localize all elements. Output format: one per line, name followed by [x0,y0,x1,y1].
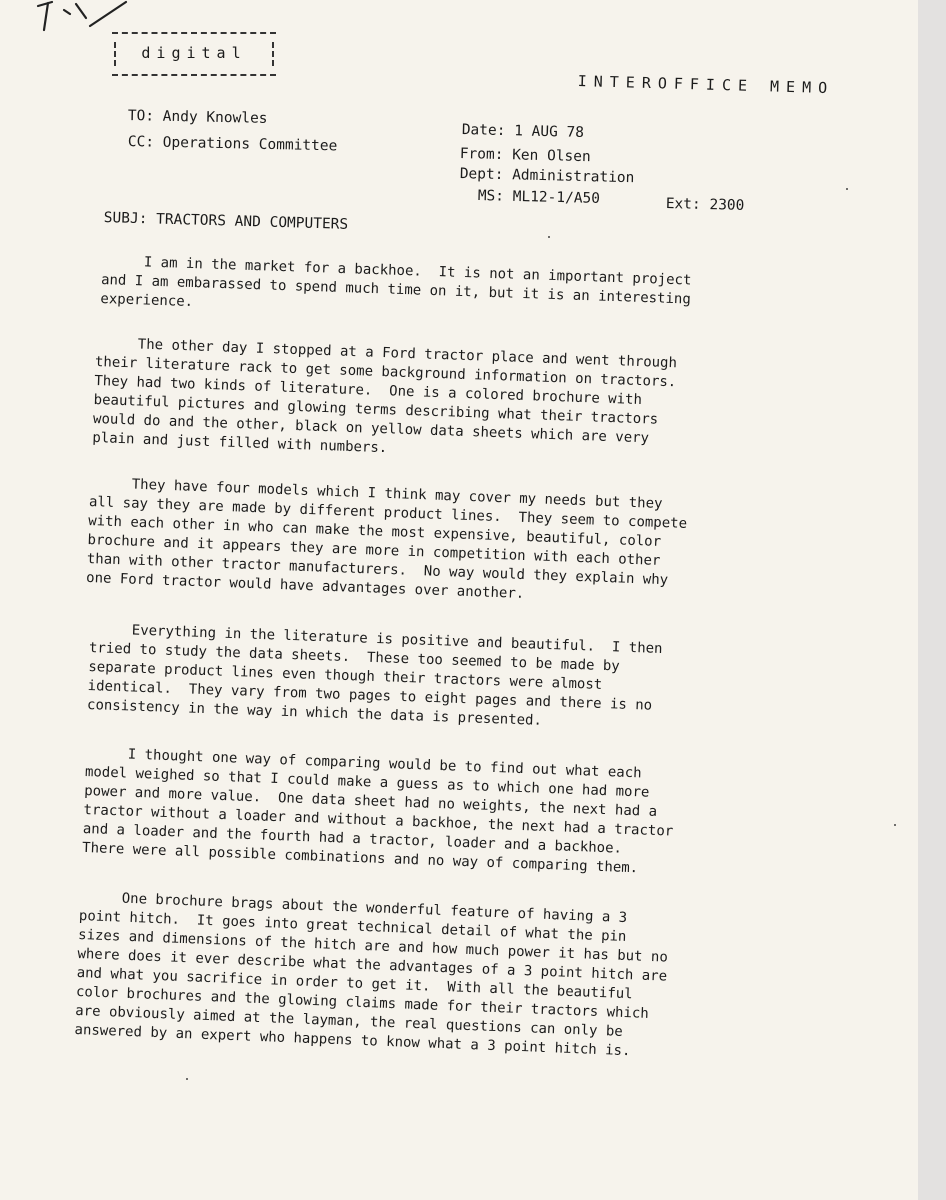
memo-title: INTEROFFICE MEMO [577,72,835,98]
logo-text: digital [141,44,247,62]
paragraph-5: I thought one way of comparing would be to find out what each model weighed so that I could make a guess as to which one had more power and more value. One data sheet had no weights, the next had a tractor without a loader and without a backhoe, the next had a tractor and a loader and the fourth had a tractor, loader and a backhoe. There were all possible combinations and no way of comparing them. [81,744,674,877]
from-line: From: Ken Olsen [459,146,591,166]
scan-margin [918,0,946,1200]
paragraph-3: They have four models which I think may cover my needs but they all say they are made by different product lines. They seem to compete with each other in who can make the most expensive, beautiful, color brochure and it appears they are more in competition with each other than with other tractor manufacturers. No way would they explain why one Ford tractor would have advantages over another. [85,474,688,602]
paragraph-6: One brochure brags about the wonderful feature of having a 3 point hitch. It goes into great technical detail of what the pin sizes and dimensions of the hitch are and how much power it has but no where does it ever describe what the advantages of a 3 point hitch are and what you sacrifice in order to get it. With all the beautiful color brochures and the glowing claims made for their tractors which are obviously aimed at the layman, the real questions can only be answered by an expert who happens to know what a 3 point hitch is. [74,888,669,1060]
dept-line: Dept: Administration [459,166,635,187]
paragraph-1: I am in the market for a backhoe. It is not an important project and I am embarassed to spend much time on it, but it is an interesting experience. [100,252,692,311]
extension-line: Ext: 2300 [665,196,745,214]
mail-stop-line: MS: ML12-1/A50 [477,188,601,207]
cc-line: CC: Operations Committee [127,134,338,155]
paper-speck [186,1078,188,1080]
paragraph-2: The other day I stopped at a Ford tractor place and went through their literature rack to get some background information on tractors. They had two kinds of literature. One is a colored brochure with beautiful pictures and glowing terms describing what their tractors would do and the other, black on yellow data sheets which are very plain and just filled with numbers. [92,334,678,457]
paper-speck [548,236,550,238]
date-line: Date: 1 AUG 78 [461,122,585,141]
digital-logo [112,30,276,84]
paper-speck [894,824,896,826]
subject-line: SUBJ: TRACTORS AND COMPUTERS [103,210,349,233]
paragraph-4: Everything in the literature is positive and beautiful. I then tried to study the data sheets. These too seemed to be made by separate product lines even though their tractors were almost identical. They vary from two pages to eight pages and there is no consistency in the way in which the data is presented. [86,620,663,729]
to-line: TO: Andy Knowles [127,108,268,127]
paper-speck [846,188,848,190]
